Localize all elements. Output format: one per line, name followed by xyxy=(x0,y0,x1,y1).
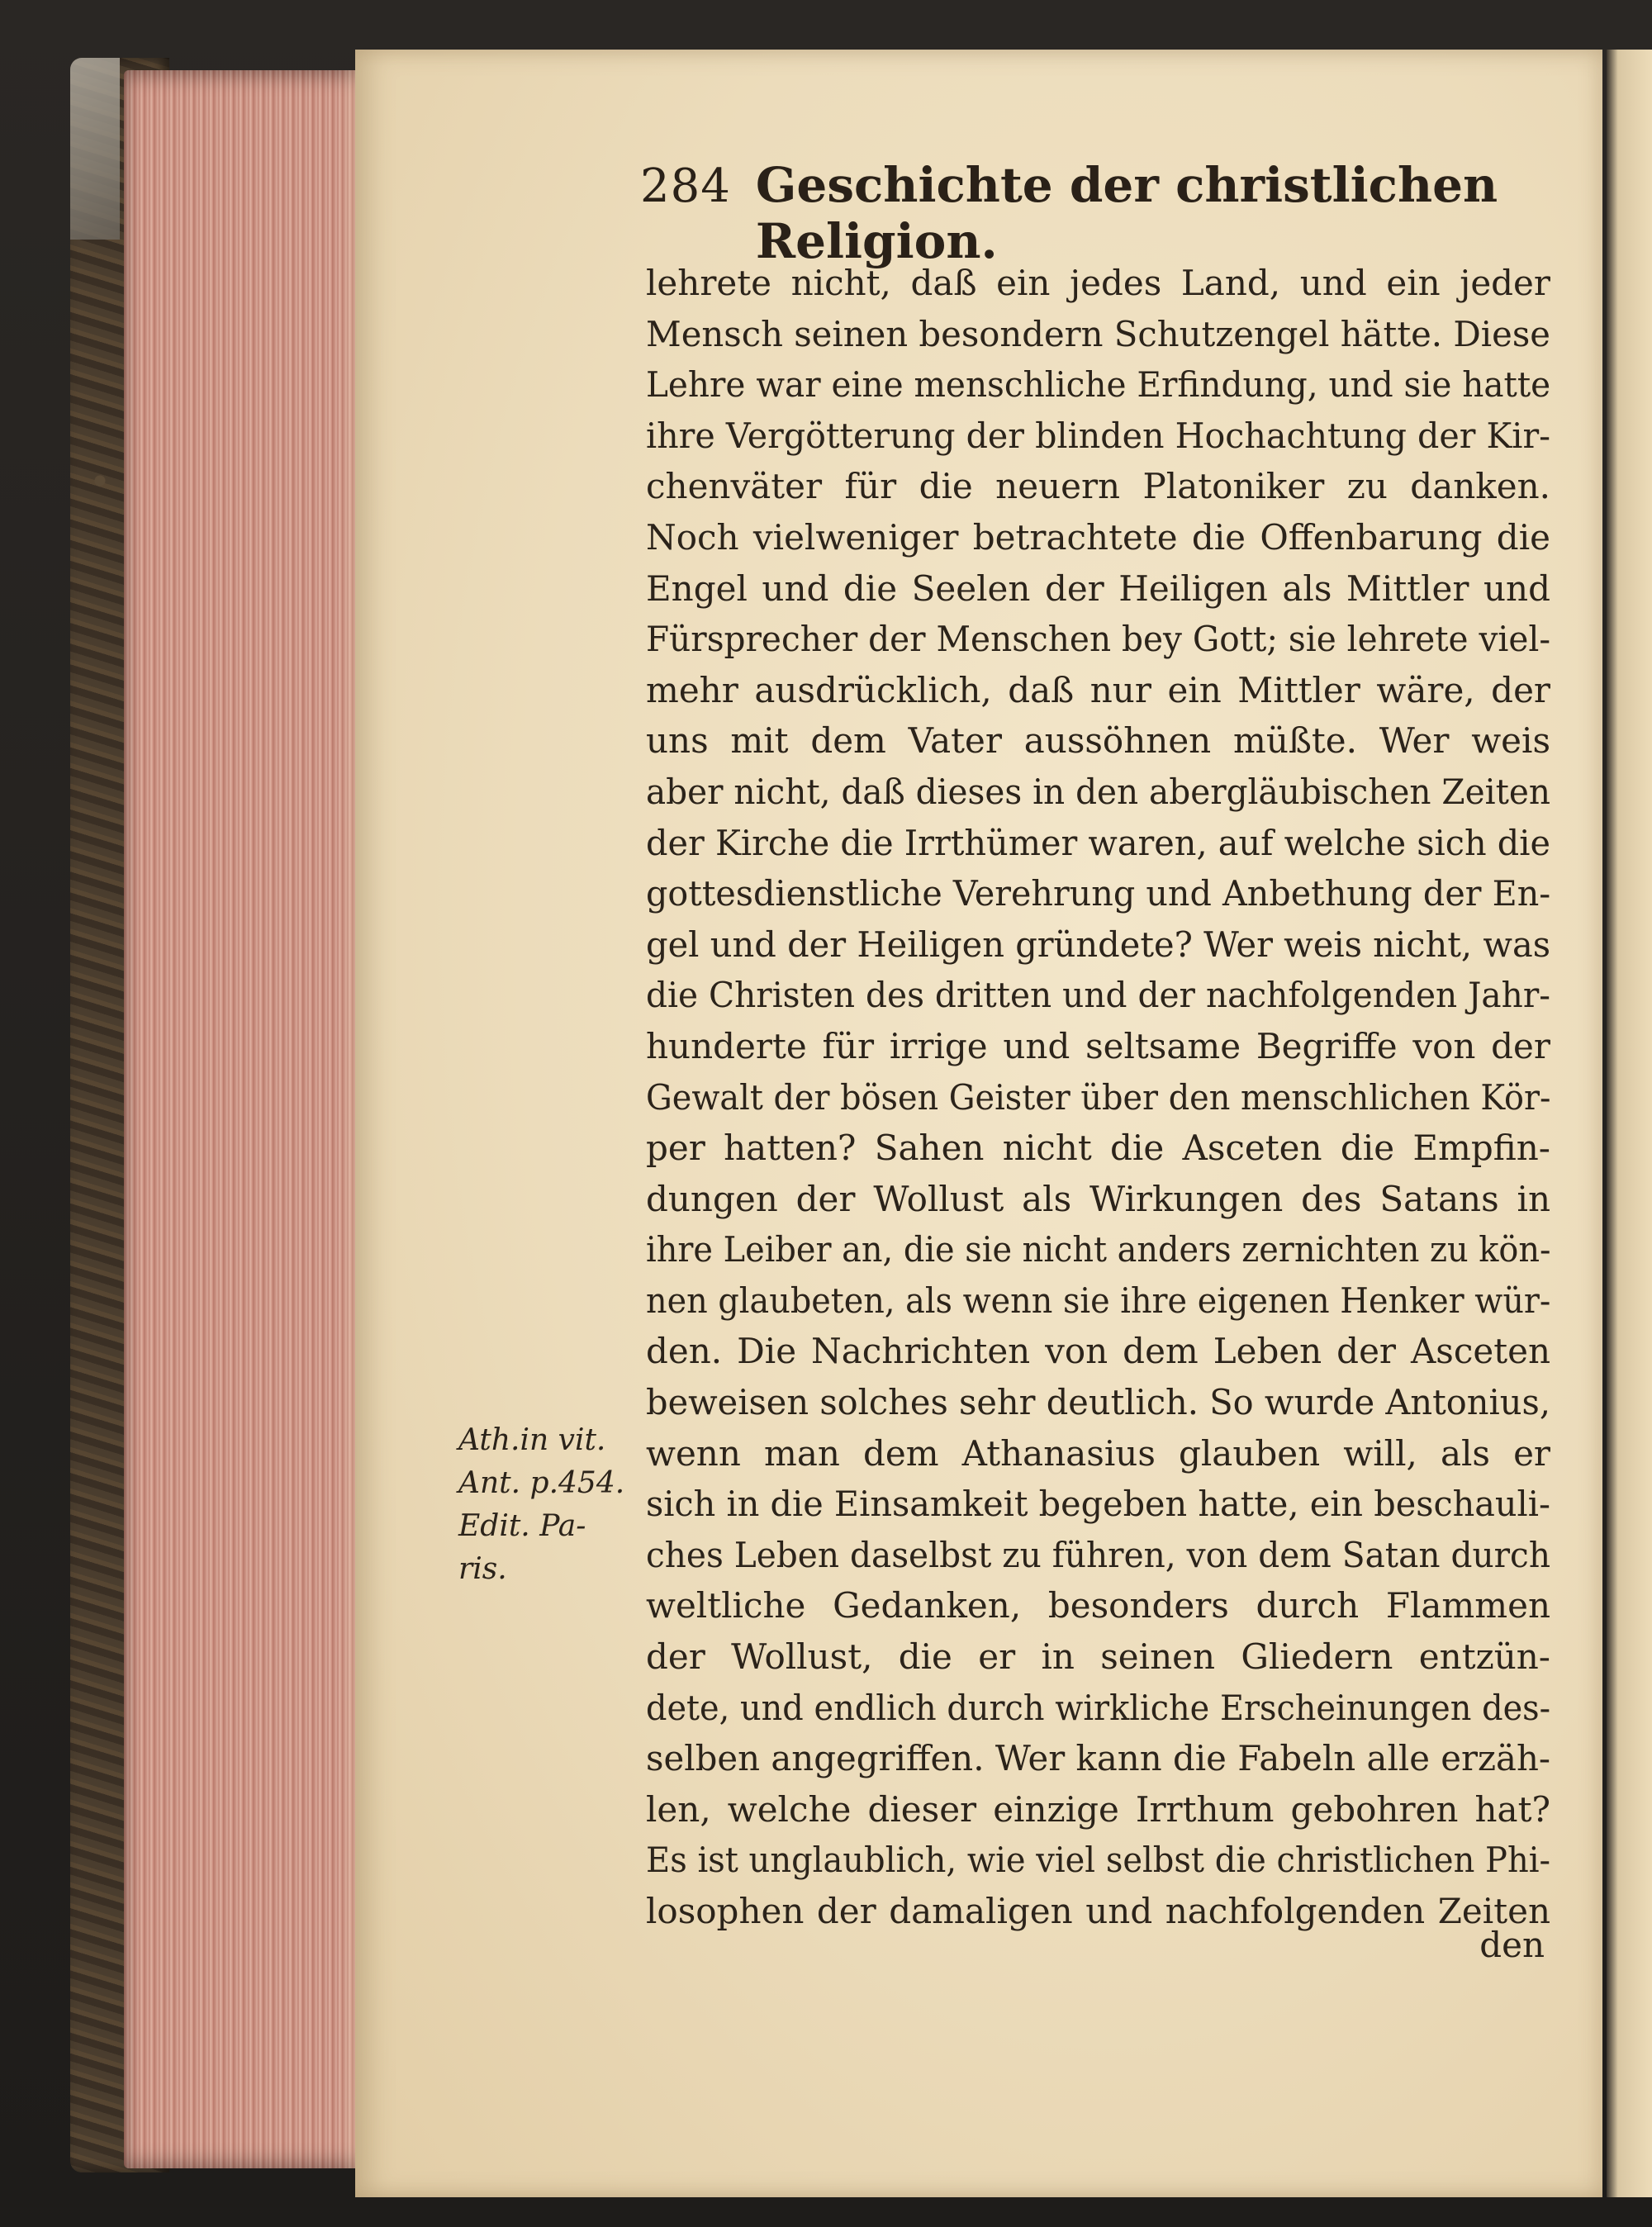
text-line: ihre Vergötterung der blinden Hochachtung der Kir- xyxy=(646,415,1551,456)
text-line: Engel und die Seelen der Heiligen als Mittler und xyxy=(646,567,1550,609)
running-title: Geschichte der christlichen Religion. xyxy=(755,157,1498,269)
text-line: die Christen des dritten und der nachfolgenden Jahr- xyxy=(646,975,1550,1016)
text-line: ches Leben daselbst zu führen, von dem Satan durch xyxy=(646,1534,1550,1575)
margin-note xyxy=(458,1419,636,1591)
text-line: mehr ausdrücklich, daß nur ein Mittler wäre, der xyxy=(646,669,1550,710)
text-line: Es ist unglaublich, wie viel selbst die christlichen Phi- xyxy=(646,1840,1551,1881)
text-line: der Kirche die Irrthümer waren, auf welche sich die xyxy=(646,822,1551,863)
text-line: dete, und endlich durch wirkliche Erscheinungen des- xyxy=(646,1687,1551,1728)
text-line: wenn man dem Athanasius glauben will, als er xyxy=(646,1432,1550,1474)
text-line: Noch vielweniger betrachtete die Offenbarung die xyxy=(646,516,1550,558)
text-line: Gewalt der bösen Geister über den menschlichen Kör- xyxy=(646,1076,1551,1118)
text-line: ihre Leiber an, die sie nicht anders zernichten zu kön- xyxy=(646,1229,1551,1270)
catchword: den xyxy=(1479,1925,1545,1965)
text-line: beweisen solches sehr deutlich. So wurde Antonius, xyxy=(646,1382,1551,1423)
text-line: chenväter für die neuern Platoniker zu danken. xyxy=(646,466,1550,507)
margin-note-line: Ant. p.454. xyxy=(458,1466,625,1500)
text-line: Fürsprecher der Menschen bey Gott; sie lehrete viel- xyxy=(646,619,1551,660)
text-line: len, welche dieser einzige Irrthum gebohren hat? xyxy=(646,1788,1550,1830)
cover-corner xyxy=(70,58,120,240)
page-edges xyxy=(124,70,372,2168)
text-line: hunderte für irrige und seltsame Begriffe von der xyxy=(646,1025,1550,1066)
text-line: selben angegriffen. Wer kann die Fabeln alle erzäh- xyxy=(646,1738,1551,1779)
next-page-edge xyxy=(1607,50,1652,2197)
text-line: dungen der Wollust als Wirkungen des Satans in xyxy=(646,1178,1550,1219)
text-line: gottesdienstliche Verehrung und Anbethung der En- xyxy=(646,873,1551,914)
margin-note-line: ris. xyxy=(458,1552,507,1586)
margin-note-line: Ath.in vit. xyxy=(458,1423,606,1457)
page-number: 284 xyxy=(640,159,731,213)
text-line: lehrete nicht, daß ein jedes Land, und ein jeder xyxy=(646,263,1550,303)
text-line: per hatten? Sahen nicht die Asceten die Empfin- xyxy=(646,1128,1550,1169)
body-text xyxy=(646,258,1550,1937)
text-line: der Wollust, die er in seinen Gliedern entzün- xyxy=(646,1636,1550,1678)
text-line: Mensch seinen besondern Schutzengel hätte. Diese xyxy=(646,313,1550,354)
page-header xyxy=(640,157,1557,269)
text-line: sich in die Einsamkeit begeben hatte, ein beschauli- xyxy=(646,1484,1550,1525)
margin-note-line: Edit. Pa- xyxy=(458,1509,586,1543)
text-line: den. Die Nachrichten von dem Leben der Asceten xyxy=(646,1331,1550,1372)
text-line: nen glaubeten, als wenn sie ihre eigenen Henker wür- xyxy=(646,1280,1551,1321)
text-line: uns mit dem Vater aussöhnen müßte. Wer weis xyxy=(646,720,1550,762)
text-line: aber nicht, daß dieses in den abergläubischen Zeiten xyxy=(646,771,1550,812)
text-line: Lehre war eine menschliche Erfindung, und sie hatte xyxy=(646,364,1551,406)
text-line: losophen der damaligen und nachfolgenden Zeiten xyxy=(646,1891,1550,1931)
text-line: gel und der Heiligen gründete? Wer weis nicht, was xyxy=(646,924,1551,965)
text-line: weltliche Gedanken, besonders durch Flammen xyxy=(646,1585,1550,1626)
